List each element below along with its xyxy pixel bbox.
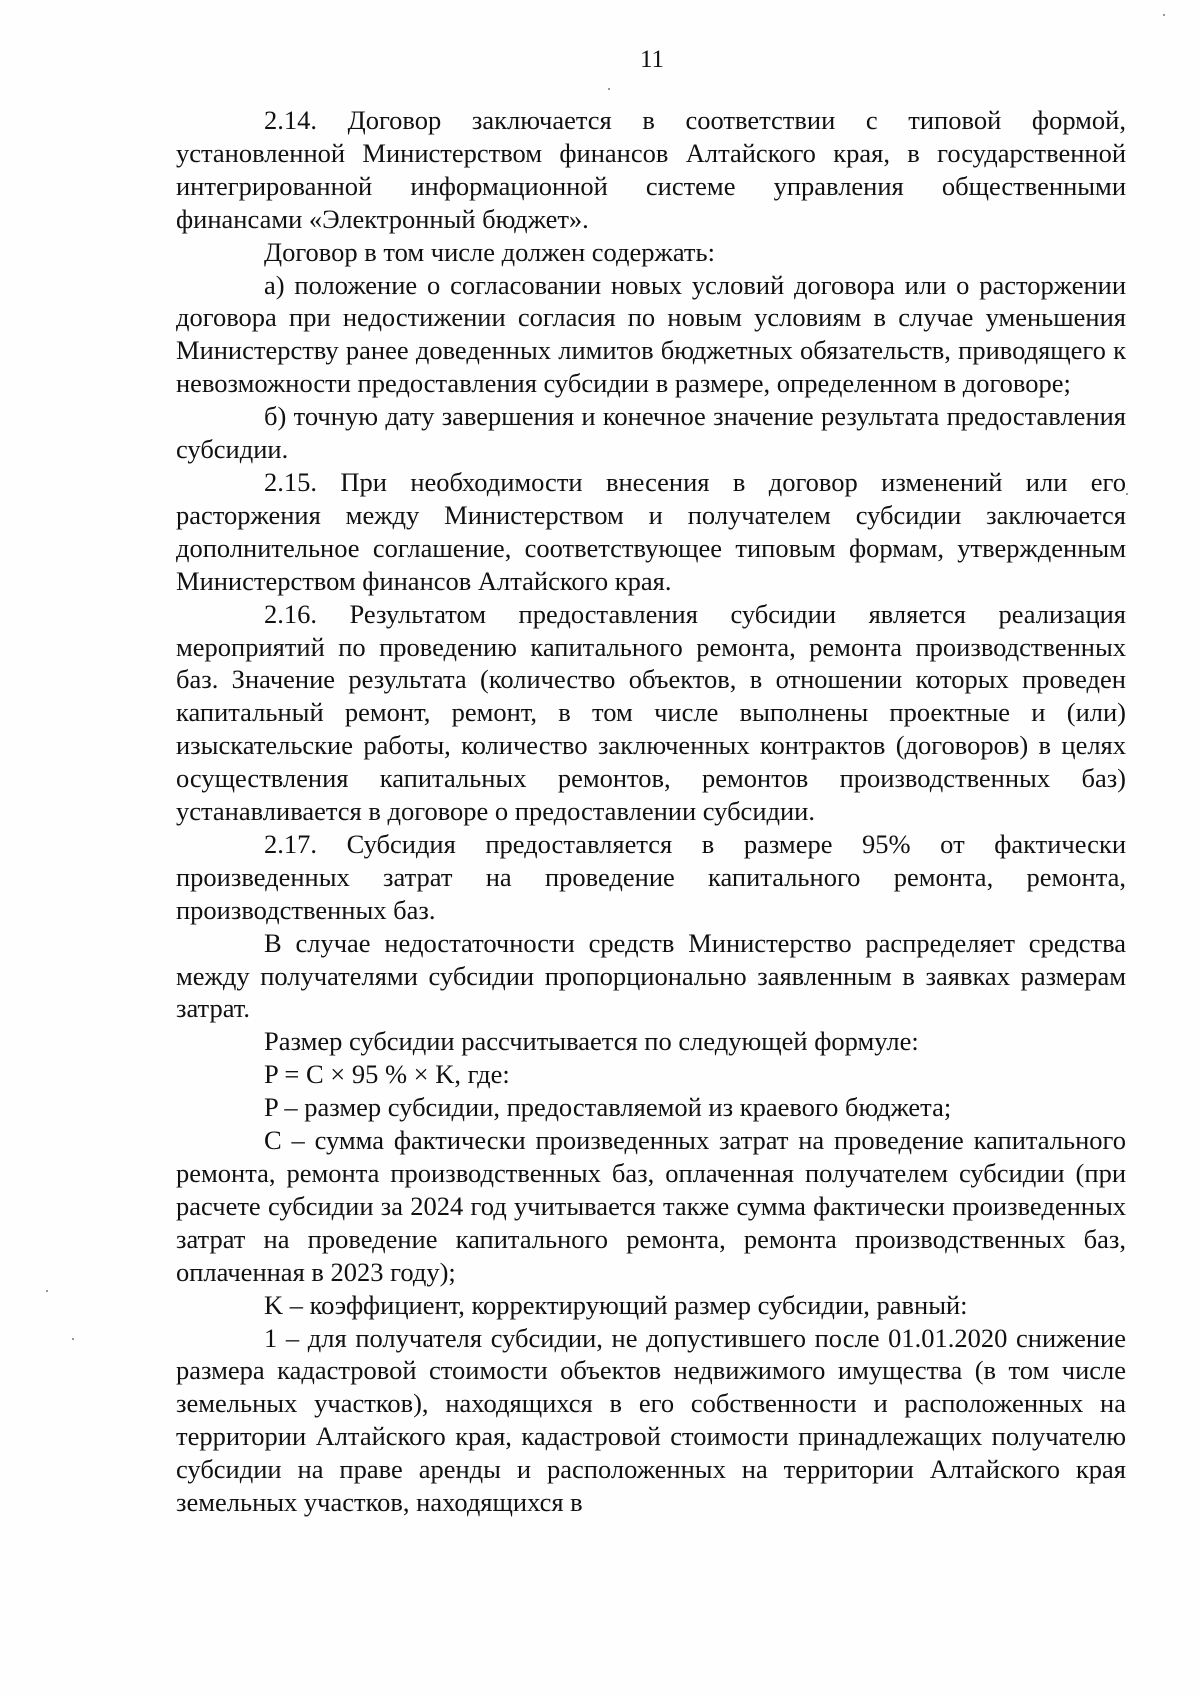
scan-speck [72, 1338, 74, 1340]
scan-speck [1126, 493, 1128, 495]
paragraph-formula-intro: Размер субсидии рассчитывается по следующей формуле: [264, 1026, 919, 1057]
formula-definition-c: C – сумма фактически произведенных затрат на проведение капитального ремонта, ремонта производственных баз, оплаченная получателем субсидии (при расчете субсидии за 2024 год учитывается также сумма фактически произведенных затрат на проведение капитального ремонта, ремонта производственных баз, оплаченная в 2023 году); [176, 1125, 1126, 1287]
scan-speck [46, 1290, 48, 1292]
paragraph-contract-contents: Договор в том числе должен содержать: [264, 236, 715, 267]
scan-speck [1163, 14, 1165, 16]
formula-definition-p: P – размер субсидии, предоставляемой из краевого бюджета; [264, 1092, 952, 1123]
paragraph-item-b: б) точную дату завершения и конечное значение результата предоставления субсидии. [176, 401, 1126, 465]
paragraph-2-14: 2.14. Договор заключается в соответствии с типовой формой, установленной Министерством финансов Алтайского края, в государственной интегрированной информационной системе управления общественными финансами «Электронный бюджет». [176, 105, 1126, 234]
paragraph-2-17: 2.17. Субсидия предоставляется в размере 95% от фактически произведенных затрат на проведение капитального ремонта, ремонта, производственных баз. [176, 828, 1126, 925]
page-number: 11 [639, 46, 665, 73]
scan-speck [608, 88, 610, 90]
paragraph-item-a: а) положение о согласовании новых условий договора или о расторжении договора при недостижении согласия по новым условиям в случае уменьшения Министерству ранее доведенных лимитов бюджетных обязательств, приводящего к невозможности предоставления субсидии в размере, определенном в договоре; [176, 269, 1126, 399]
formula-definition-k: K – коэффициент, корректирующий размер субсидии, равный: [264, 1289, 968, 1320]
paragraph-insufficient-funds: В случае недостаточности средств Министерство распределяет средства между получателями субсидии пропорционально заявленным в заявках размерам затрат. [176, 927, 1126, 1024]
paragraph-2-16: 2.16. Результатом предоставления субсидии является реализация мероприятий по проведению капитального ремонта, ремонта производственных баз. Значение результата (количество объектов, в отношении которых проведен капитальный ремонт, ремонт, в том числе выполнены проектные и (или) изыскательские работы, количество заключенных контрактов (договоров) в целях осуществления капитальных ремонтов, ремонтов производственных баз) устанавливается в договоре о предоставлении субсидии. [176, 598, 1126, 827]
document-body [176, 104, 1126, 1519]
coefficient-value-1: 1 – для получателя субсидии, не допустившего после 01.01.2020 снижение размера кадастровой стоимости объектов недвижимого имущества (в том числе земельных участков), находящихся в его собственности и расположенных на территории Алтайского края, кадастровой стоимости принадлежащих получателю субсидии на праве аренды и расположенных на территории Алтайского края земельных участков, находящихся в [176, 1322, 1126, 1518]
formula: P = C × 95 % × K, где: [264, 1059, 510, 1090]
paragraph-2-15: 2.15. При необходимости внесения в договор изменений или его расторжения между Министерством и получателем субсидии заключается дополнительное соглашение, соответствующее типовым формам, утвержденным Министерством финансов Алтайского края. [176, 466, 1126, 596]
